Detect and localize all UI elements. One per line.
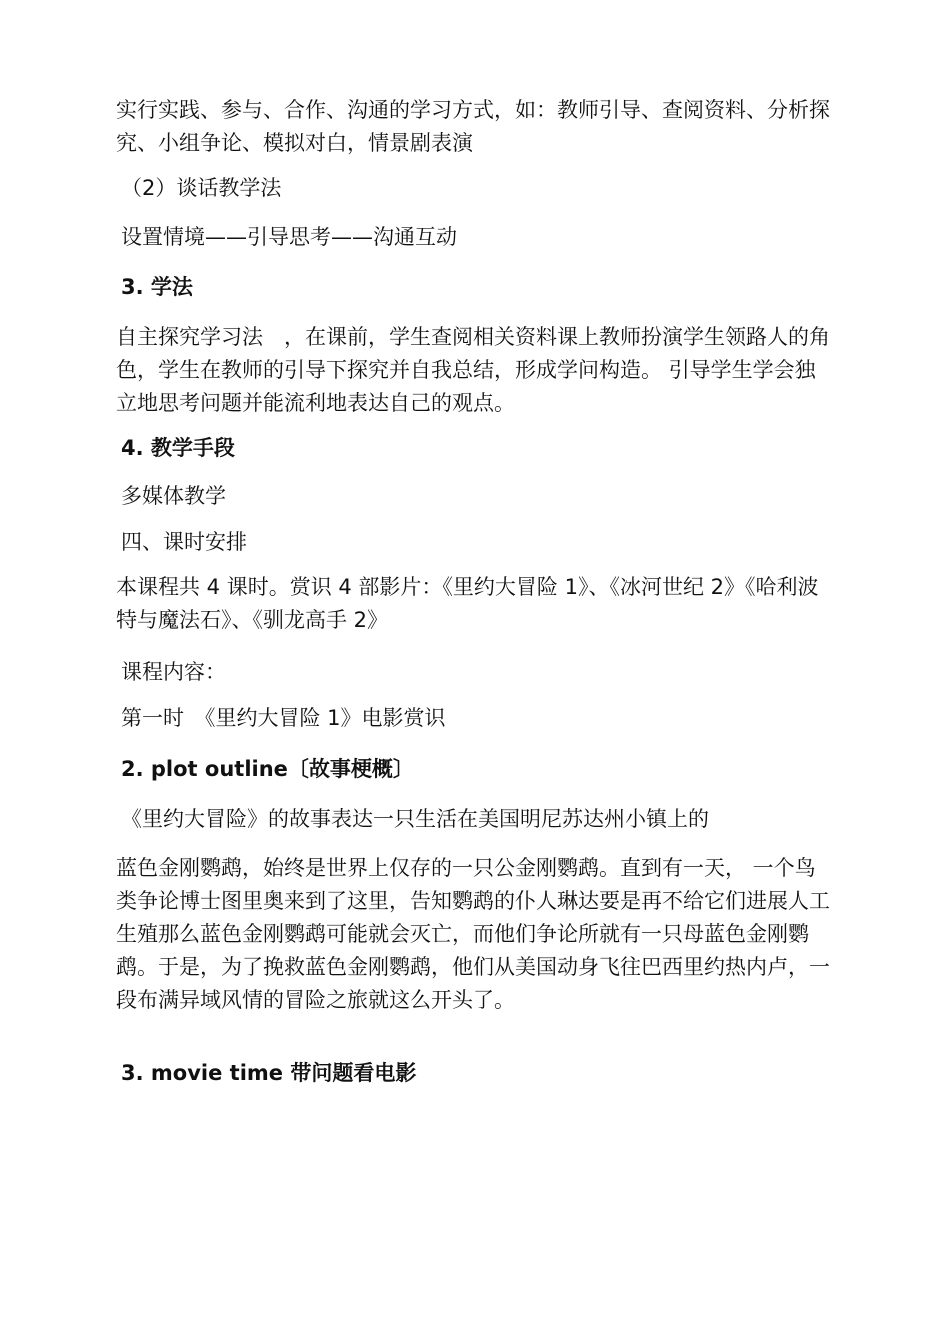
heading-teaching-means: 4. 教学手段 [121, 436, 235, 460]
paragraph-plot-story: 蓝色金刚鹦鹉，始终是世界上仅存的一只公金刚鹦鹉。直到有一天， 一个鸟类争论博士图里奥来到了这里，告知鹦鹉的仆人琳达要是再不给它们进展人工生殖那么蓝色金刚鹦鹉可能就会灭亡，而他们争论所就有一只母蓝色金刚鹦鹉。于是，为了挽救蓝色金刚鹦鹉，他们从美国动身飞往巴西里约热内卢，一段布满异域风情的冒险之旅就这么开头了。 [116, 856, 830, 1012]
paragraph-self-study: 自主探究学习法 ，在课前，学生查阅相关资料课上教师扮演学生领路人的角色，学生在教师的引导下探究并自我总结，形成学问构造。 引导学生学会独立地思考问题并能流利地表达自己的观点。 [116, 325, 830, 415]
paragraph-course-overview: 本课程共 4 课时。赏识 4 部影片：《里约大冒险 1》、《冰河世纪 2》《哈利波特与魔法石》、《驯龙高手 2》 [116, 575, 819, 632]
heading-plot-outline: 2. plot outline〔故事梗概〕 [121, 757, 414, 781]
paragraph-first-lesson: 第一时 《里约大冒险 1》电影赏识 [121, 706, 446, 730]
heading-course-content: 课程内容： [121, 660, 226, 684]
paragraph-learning-methods: 实行实践、参与、合作、沟通的学习方式，如：教师引导、查阅资料、分析探究、小组争论、模拟对白，情景剧表演 [116, 98, 830, 155]
paragraph-scenario-steps: 设置情境——引导思考——沟通互动 [121, 225, 457, 249]
heading-movie-time: 3. movie time 带问题看电影 [121, 1061, 417, 1085]
heading-conversation-teaching: （2）谈话教学法 [121, 176, 282, 200]
paragraph-plot-intro: 《里约大冒险》的故事表达一只生活在美国明尼苏达州小镇上的 [121, 807, 709, 831]
paragraph-multimedia: 多媒体教学 [121, 484, 226, 508]
heading-schedule: 四、课时安排 [121, 530, 247, 554]
heading-learning-method: 3. 学法 [121, 275, 193, 299]
